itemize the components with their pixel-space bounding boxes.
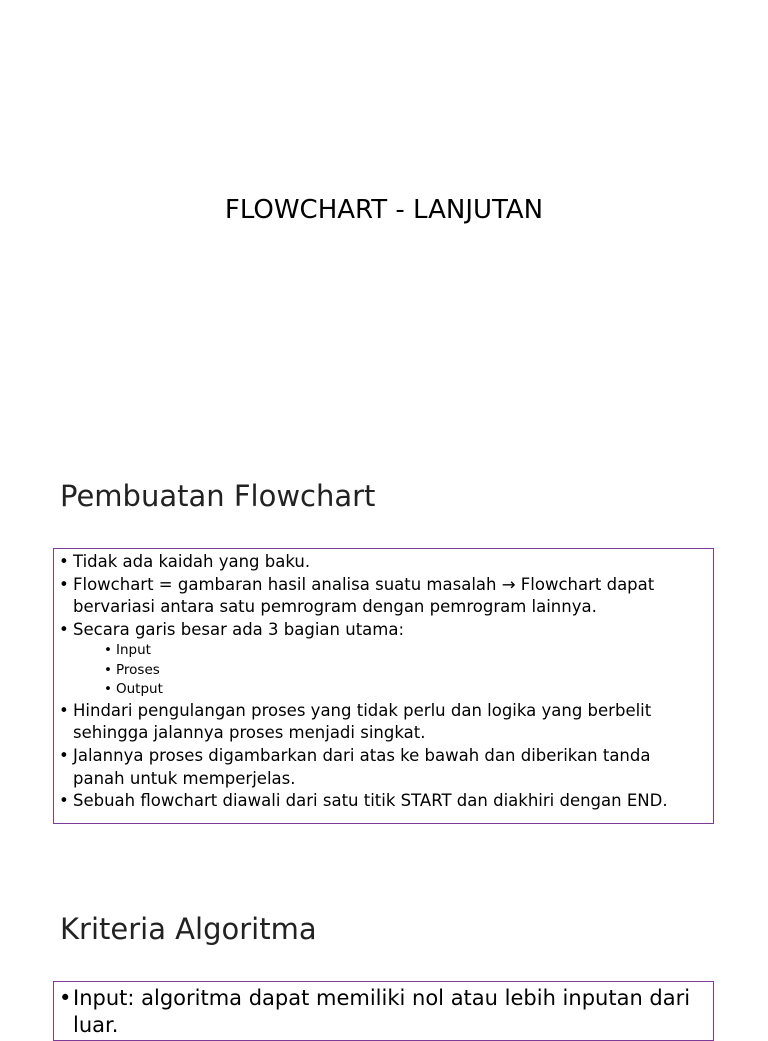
sub-list-item: • Proses bbox=[73, 661, 705, 681]
list-item-text: Secara garis besar ada 3 bagian utama: bbox=[73, 619, 405, 639]
list-item: • Jalannya proses digambarkan dari atas ke bawah dan diberikan tanda panah untuk memperjelas. bbox=[59, 745, 705, 790]
list-item bbox=[59, 619, 705, 700]
sub-list-item: • Output bbox=[73, 680, 705, 700]
slide-title: FLOWCHART - LANJUTAN bbox=[224, 195, 544, 225]
pembuatan-flowchart-content-box bbox=[53, 548, 714, 824]
kriteria-algoritma-content-box bbox=[53, 981, 714, 1041]
pembuatan-flowchart-list bbox=[59, 551, 705, 813]
list-item: • Input: algoritma dapat memiliki nol atau lebih inputan dari luar. bbox=[59, 985, 705, 1039]
section-heading-kriteria-algoritma: Kriteria Algoritma bbox=[60, 912, 317, 946]
list-item: • Sebuah flowchart diawali dari satu titik START dan diakhiri dengan END. bbox=[59, 790, 705, 813]
list-item: • Hindari pengulangan proses yang tidak perlu dan logika yang berbelit sehingga jalannya proses menjadi singkat. bbox=[59, 700, 705, 745]
sub-list bbox=[73, 641, 705, 700]
section-heading-pembuatan-flowchart: Pembuatan Flowchart bbox=[60, 479, 376, 513]
list-item: • Flowchart = gambaran hasil analisa suatu masalah → Flowchart dapat bervariasi antara satu pemrogram dengan pemrogram lainnya. bbox=[59, 574, 705, 619]
list-item: • Tidak ada kaidah yang baku. bbox=[59, 551, 705, 574]
kriteria-algoritma-list bbox=[59, 985, 705, 1039]
sub-list-item: • Input bbox=[73, 641, 705, 661]
